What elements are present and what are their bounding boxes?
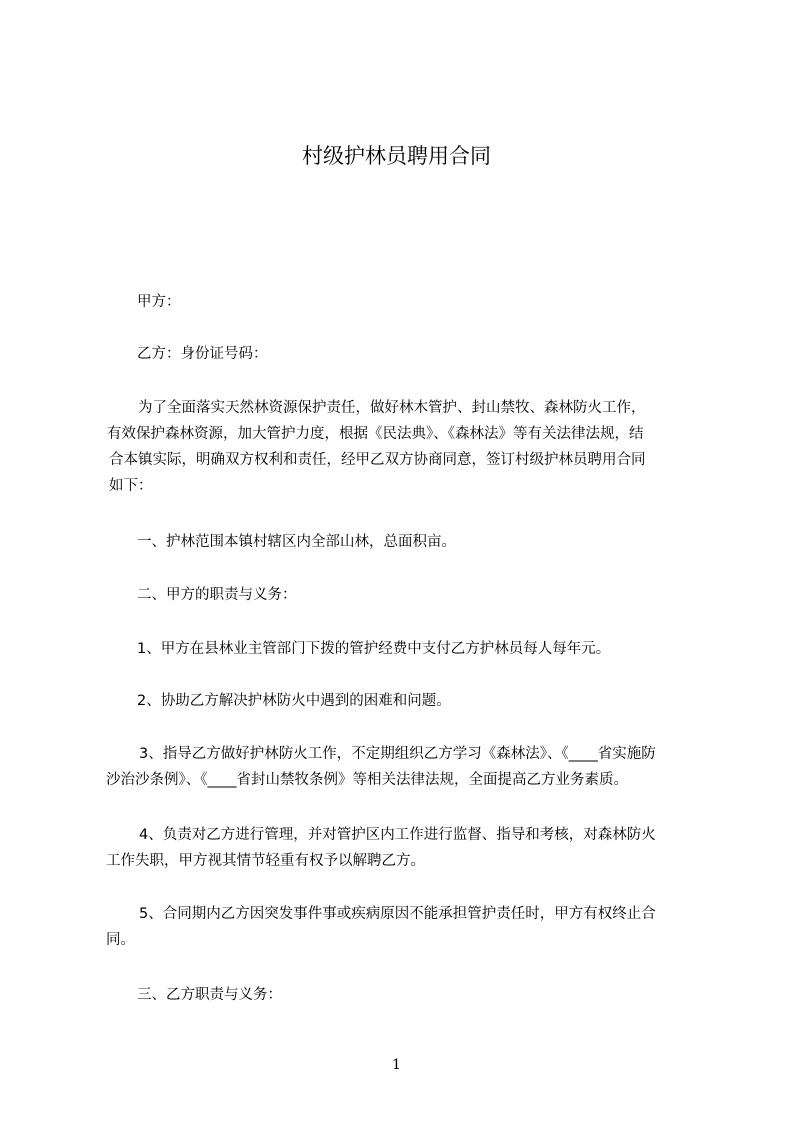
page-number: 1 [392,1057,401,1073]
section-1 [137,529,456,555]
preamble-line-3: 合本镇实际，明确双方权利和责任，经甲乙双方协商同意，签订村级护林员聘用合同 [109,452,646,468]
clause-5-line-2: 同。 [106,932,135,948]
preamble-line-2: 有效保护森林资源，加大管护力度，根据《民法典》、《森林法》等有关法律法规，结 [107,426,644,442]
clause-4-line-1: 4、负责对乙方进行管理，并对管护区内工作进行监督、指导和考核，对森林防火 [139,827,656,843]
party-b-line [137,341,268,367]
clause-4-line-2: 工作失职，甲方视其情节轻重有权予以解聘乙方。 [106,853,425,869]
clause-3-line-1: 3、指导乙方做好护林防火工作，不定期组织乙方学习《森林法》、《____省实施防 [139,746,656,762]
clause-1-text: 1、甲方在县林业主管部门下拨的管护经费中支付乙方护林员每人每年元。 [137,641,611,657]
section-2-heading-text: 二、甲方的职责与义务： [137,587,297,603]
section-1-text: 一、护林范围本镇村辖区内全部山林，总面积亩。 [137,534,456,550]
party-a-text: 甲方： [137,294,181,310]
clause-1 [137,636,610,662]
clause-4 [106,822,656,874]
section-3-heading-text: 三、乙方职责与义务： [137,987,282,1003]
preamble-paragraph [109,395,646,499]
party-b-text: 乙方：身份证号码： [137,346,268,362]
clause-3-line-2: 沙治沙条例》、《____省封山禁牧条例》等相关法律法规，全面提高乙方业务素质。 [106,772,628,788]
section-3-heading [137,982,282,1008]
party-a-line [137,289,181,315]
clause-2 [137,688,451,714]
preamble-line-4: 如下： [109,478,153,494]
clause-2-text: 2、协助乙方解决护林防火中遇到的困难和问题。 [137,693,451,709]
section-2-heading [137,582,297,608]
preamble-line-1: 为了全面落实天然林资源保护责任，做好林木管护、封山禁牧、森林防火工作， [138,400,646,416]
clause-5 [106,901,656,953]
clause-5-line-1: 5、合同期内乙方因突发事件事或疾病原因不能承担管护责任时，甲方有权终止合 [139,906,656,922]
clause-3 [106,741,656,793]
document-title: 村级护林员聘用合同 [302,144,491,168]
